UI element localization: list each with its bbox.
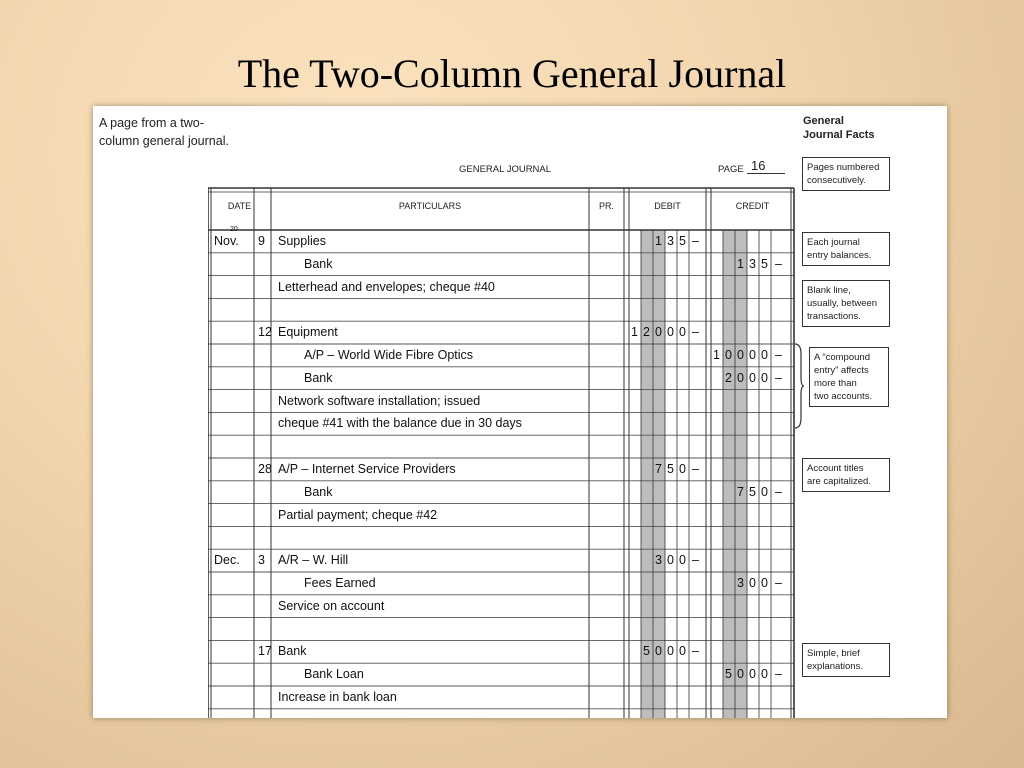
fact-line: Account titles [807, 463, 864, 474]
entry-particulars: Network software installation; issued [278, 393, 481, 408]
entry-particulars: Service on account [278, 598, 385, 613]
entry-particulars: Letterhead and envelopes; cheque #40 [278, 279, 495, 294]
page-number: 16 [747, 158, 785, 174]
credit-digit: 0 [737, 667, 744, 682]
entry-particulars: A/P – Internet Service Providers [278, 462, 456, 476]
credit-digit: 0 [737, 348, 744, 362]
entry-particulars: Fees Earned [304, 576, 376, 590]
entry-particulars: Increase in bank loan [278, 690, 397, 704]
entry-month: Dec. [214, 553, 240, 568]
entry-particulars: Bank [304, 256, 333, 271]
entry-particulars: Bank [304, 370, 333, 385]
credit-digit: 0 [749, 370, 756, 385]
debit-dash: – [692, 644, 699, 659]
header-debit: DEBIT [654, 201, 681, 211]
fact-line: are capitalized. [807, 476, 871, 487]
entry-particulars: Bank [278, 644, 307, 659]
credit-digit: 0 [761, 370, 768, 385]
debit-digit: 5 [667, 462, 674, 476]
facts-title-line: General [803, 115, 844, 127]
entry-day: 3 [258, 553, 265, 568]
credit-dash: – [775, 256, 782, 271]
facts-title [803, 114, 875, 142]
entry-month: Nov. [214, 234, 239, 248]
debit-digit: 3 [667, 234, 674, 248]
compound-entry-brace [793, 342, 805, 430]
entry-day: 17 [258, 644, 272, 659]
header-particulars: PARTICULARS [398, 201, 462, 211]
fact-line: Each journal [807, 237, 860, 248]
debit-digit: 5 [679, 234, 686, 248]
debit-digit: 3 [655, 553, 662, 568]
entry-particulars: cheque #41 with the balance due in 30 days [278, 416, 522, 431]
debit-digit: 1 [631, 325, 638, 340]
journal-grid [208, 182, 798, 718]
fact-line: more than [814, 378, 857, 389]
entry-day: 28 [258, 462, 272, 476]
entry-particulars: Bank [304, 484, 333, 499]
fact-note [802, 458, 890, 492]
entry-particulars: A/R – W. Hill [278, 553, 349, 568]
entry-particulars: Partial payment; cheque #42 [278, 507, 438, 522]
slide-title: The Two-Column General Journal [237, 51, 787, 96]
fact-line: entry balances. [807, 250, 872, 261]
header-credit: CREDIT [735, 201, 770, 211]
credit-digit: 0 [725, 348, 732, 362]
debit-digit: 1 [655, 234, 662, 248]
header-pr: PR. [598, 201, 614, 211]
credit-digit: 5 [761, 256, 768, 271]
entry-particulars: Equipment [278, 325, 338, 340]
entry-particulars: A/P – World Wide Fibre Optics [304, 348, 474, 362]
facts-title-line: Journal Facts [803, 129, 875, 141]
fact-note [809, 347, 889, 407]
year-label: 20 [230, 226, 238, 233]
credit-digit: 0 [761, 484, 768, 499]
debit-digit: 0 [679, 644, 686, 659]
page-label: PAGE [718, 164, 744, 175]
header-date: DATE [227, 201, 252, 211]
fact-line: Simple, brief [807, 648, 860, 659]
debit-digit: 0 [679, 462, 686, 476]
fact-line: explanations. [807, 661, 863, 672]
journal-table [208, 182, 798, 718]
credit-digit: 0 [749, 667, 756, 682]
credit-dash: – [775, 348, 782, 362]
caption [99, 114, 279, 150]
debit-dash: – [692, 462, 699, 476]
entry-day: 12 [258, 325, 272, 340]
fact-line: A “compound [814, 352, 870, 363]
fact-note [802, 280, 890, 327]
credit-dash: – [775, 576, 782, 590]
credit-digit: 0 [737, 370, 744, 385]
fact-line: Blank line, [807, 285, 851, 296]
debit-digit: 0 [655, 644, 662, 659]
credit-digit: 2 [725, 370, 732, 385]
credit-digit: 5 [749, 484, 756, 499]
fact-note [802, 157, 890, 191]
debit-digit: 0 [667, 325, 674, 340]
credit-digit: 0 [761, 348, 768, 362]
credit-digit: 0 [761, 667, 768, 682]
credit-dash: – [775, 370, 782, 385]
credit-digit: 3 [737, 576, 744, 590]
fact-line: usually, between [807, 298, 878, 309]
debit-digit: 5 [643, 644, 650, 659]
fact-line: entry” affects [814, 365, 869, 376]
fact-note [802, 643, 890, 677]
credit-dash: – [775, 667, 782, 682]
credit-digit: 1 [737, 256, 744, 271]
debit-dash: – [692, 234, 699, 248]
fact-note [802, 232, 890, 266]
debit-dash: – [692, 553, 699, 568]
credit-digit: 5 [725, 667, 732, 682]
debit-digit: 0 [679, 325, 686, 340]
general-journal-title: GENERAL JOURNAL [459, 164, 552, 175]
caption-line: A page from a two- [99, 116, 204, 130]
debit-digit: 0 [679, 553, 686, 568]
credit-digit: 0 [749, 576, 756, 590]
credit-digit: 3 [749, 256, 756, 271]
entry-day: 9 [258, 234, 265, 248]
fact-line: consecutively. [807, 175, 866, 186]
credit-digit: 0 [761, 576, 768, 590]
debit-digit: 0 [667, 644, 674, 659]
debit-digit: 7 [655, 462, 662, 476]
debit-digit: 0 [667, 553, 674, 568]
fact-line: Pages numbered [807, 162, 880, 173]
credit-digit: 0 [749, 348, 756, 362]
debit-digit: 2 [643, 325, 650, 340]
fact-line: two accounts. [814, 391, 873, 402]
caption-line: column general journal. [99, 134, 229, 148]
entry-particulars: Supplies [278, 234, 326, 248]
journal-page-image [93, 106, 947, 718]
credit-digit: 1 [713, 348, 720, 362]
fact-line: transactions. [807, 311, 861, 322]
credit-digit: 7 [737, 484, 744, 499]
debit-digit: 0 [655, 325, 662, 340]
credit-dash: – [775, 484, 782, 499]
entry-particulars: Bank Loan [304, 667, 364, 682]
debit-dash: – [692, 325, 699, 340]
